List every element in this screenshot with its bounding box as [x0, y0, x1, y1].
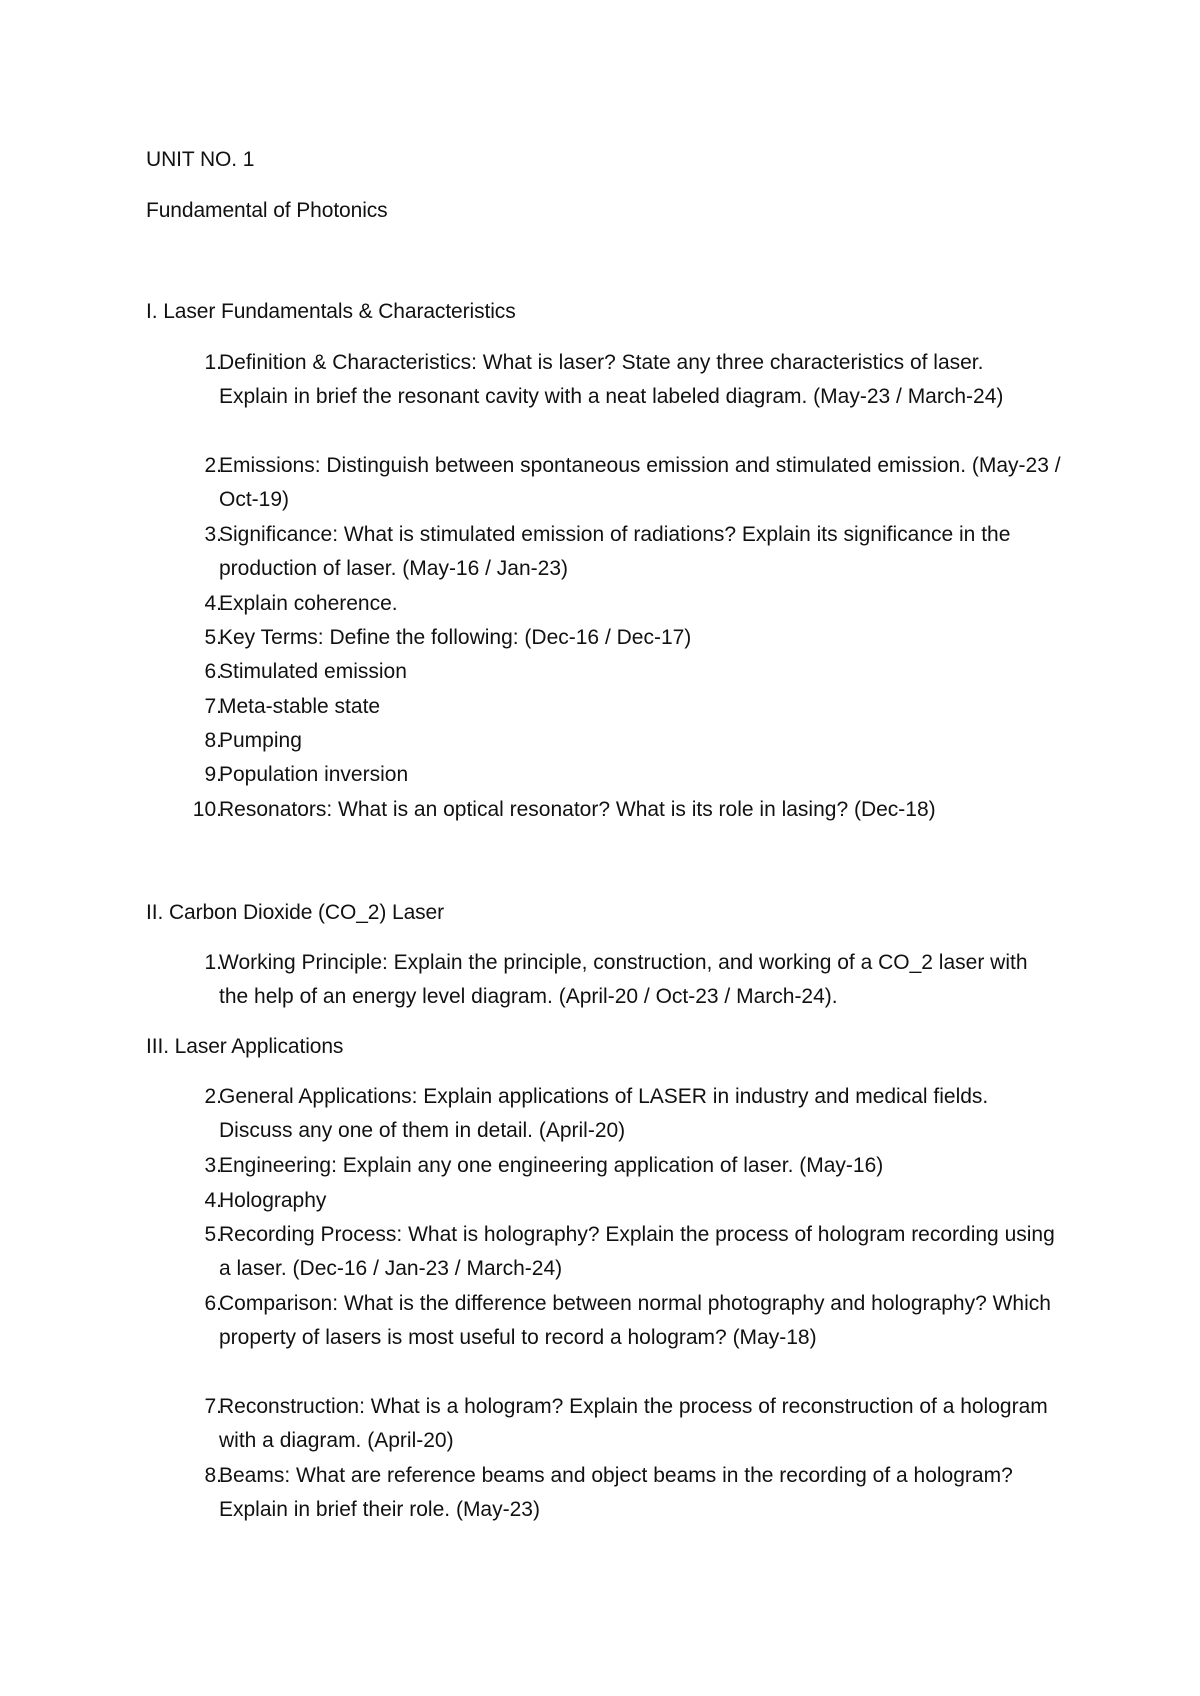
- list-text: Recording Process: What is holography? Explain the process of hologram recording using a laser. (Dec-16 / Jan-23 / March-24): [219, 1223, 1055, 1281]
- list-text: Reconstruction: What is a hologram? Explain the process of reconstruction of a hologram with a diagram. (April-20): [219, 1395, 1048, 1453]
- list-text: Working Principle: Explain the principle, construction, and working of a CO_2 laser with the help of an energy level diagram. (April-20 / Oct-23 / March-24).: [219, 951, 1028, 1009]
- list-item: [182, 587, 1062, 621]
- list-item: [182, 724, 1062, 758]
- list-number: 4.: [204, 1189, 222, 1212]
- list-text: Comparison: What is the difference between normal photography and holography? Which property of lasers is most useful to record a hologram? (May-18): [219, 1292, 1051, 1350]
- list-text: Explain coherence.: [219, 592, 398, 615]
- list-text: Holography: [219, 1189, 327, 1212]
- list-item: [182, 346, 1062, 415]
- list-text: Engineering: Explain any one engineering application of laser. (May-16): [219, 1154, 884, 1177]
- list-item: [182, 1390, 1062, 1459]
- list-number: 7.: [204, 1395, 222, 1418]
- list-number: 3.: [204, 523, 222, 546]
- list-number: 2.: [204, 454, 222, 477]
- list-number: 1.: [204, 951, 222, 974]
- list-number: 7.: [204, 695, 222, 718]
- list-item: [182, 518, 1062, 587]
- list-item: [182, 449, 1062, 518]
- list-number: 9.: [204, 763, 222, 786]
- list-item: [182, 1184, 1062, 1218]
- list-text: Beams: What are reference beams and object beams in the recording of a hologram? Explain in brief their role. (May-23): [219, 1464, 1013, 1522]
- list-text: Meta-stable state: [219, 695, 381, 718]
- list-item: [182, 1218, 1062, 1287]
- list-item: [182, 655, 1062, 689]
- list-number: 8.: [204, 1464, 222, 1487]
- subject-title: Fundamental of Photonics: [146, 199, 388, 222]
- list-text: Resonators: What is an optical resonator? What is its role in lasing? (Dec-18): [219, 798, 936, 821]
- list-number: 3.: [204, 1154, 222, 1177]
- list-text: Stimulated emission: [219, 660, 407, 683]
- list-text: Key Terms: Define the following: (Dec-16 / Dec-17): [219, 626, 692, 649]
- list-text: General Applications: Explain applications of LASER in industry and medical fields. Discuss any one of them in detail. (April-20): [219, 1085, 989, 1143]
- list-text: Pumping: [219, 729, 302, 752]
- section-heading: III. Laser Applications: [146, 1035, 344, 1058]
- section-heading: II. Carbon Dioxide (CO_2) Laser: [146, 901, 445, 924]
- list-item: [182, 1459, 1062, 1528]
- list-item: [182, 946, 1062, 1015]
- list-text: Population inversion: [219, 763, 409, 786]
- list-number: 5.: [204, 1223, 222, 1246]
- list-number: 4.: [204, 592, 222, 615]
- list-number: 5.: [204, 626, 222, 649]
- list-text: Definition & Characteristics: What is laser? State any three characteristics of laser. Explain in brief the resonant cavity with a neat labeled diagram. (May-23 / March-24): [219, 351, 1019, 409]
- list-item: [182, 793, 1062, 827]
- list-item: [182, 1149, 1062, 1183]
- list-number: 2.: [204, 1085, 222, 1108]
- list-number: 6.: [204, 1292, 222, 1315]
- list-item: [182, 621, 1062, 655]
- list-text: Significance: What is stimulated emission of radiations? Explain its significance in the production of laser. (May-16 / Jan-23): [219, 523, 1011, 581]
- unit-title: UNIT NO. 1: [146, 148, 255, 171]
- list-number: 8.: [204, 729, 222, 752]
- list-text: Emissions: Distinguish between spontaneous emission and stimulated emission. (May-23 / Oct-19): [219, 454, 1061, 512]
- list-number: 6.: [204, 660, 222, 683]
- list-number: 1.: [204, 351, 222, 374]
- list-number: 10.: [192, 798, 222, 821]
- section-heading: I. Laser Fundamentals & Characteristics: [146, 300, 516, 323]
- list-item: [182, 758, 1062, 792]
- list-item: [182, 690, 1062, 724]
- list-item: [182, 1080, 1062, 1149]
- list-item: [182, 1287, 1062, 1356]
